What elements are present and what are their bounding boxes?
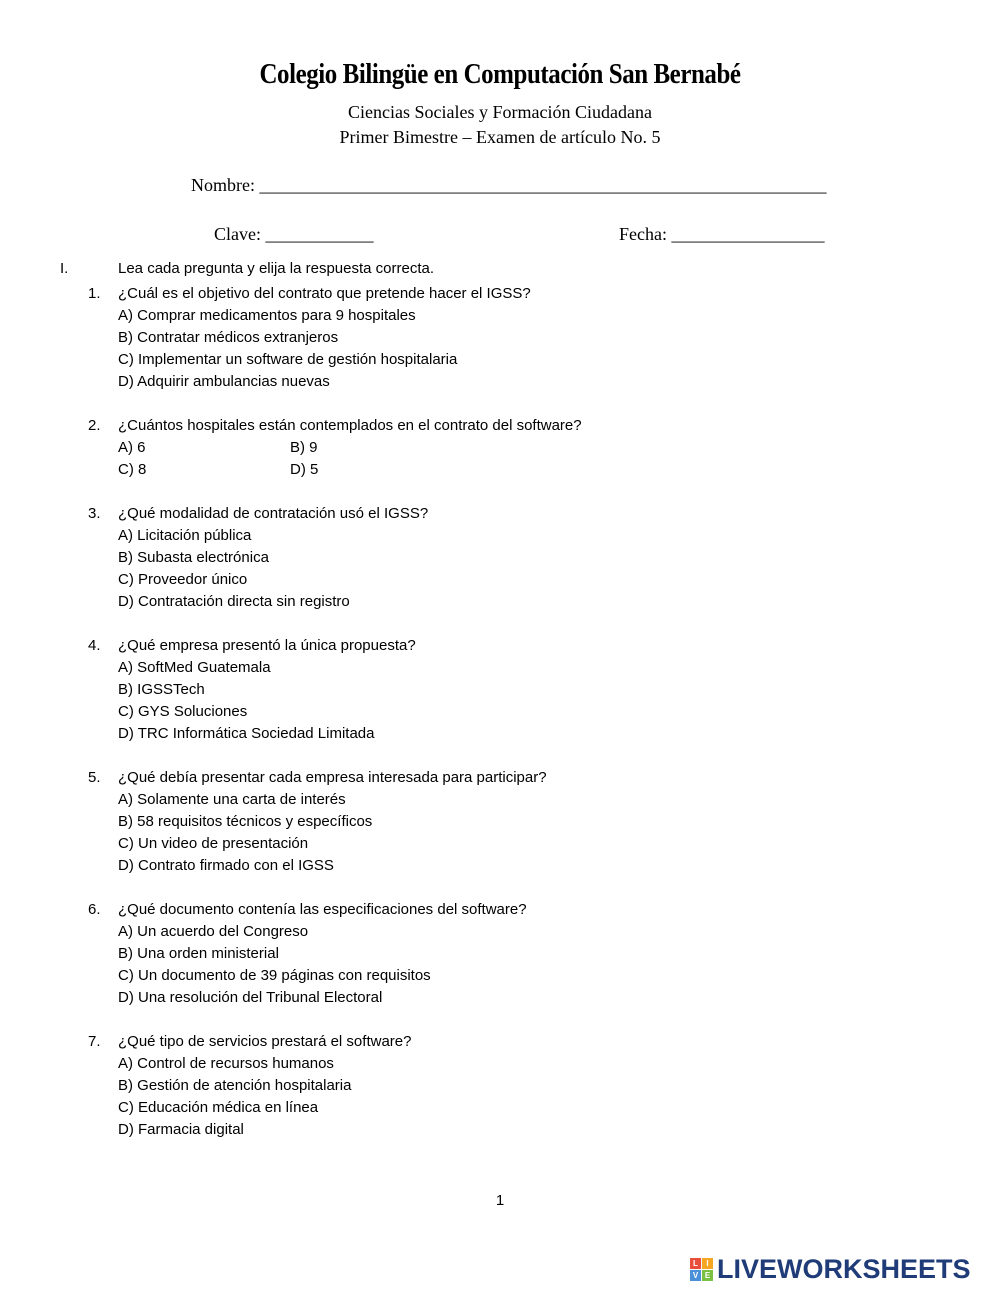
question-text: ¿Qué empresa presentó la única propuesta? bbox=[118, 637, 416, 654]
answer-option[interactable]: D) TRC Informática Sociedad Limitada bbox=[118, 725, 375, 742]
question-text: ¿Cuál es el objetivo del contrato que pretende hacer el IGSS? bbox=[118, 285, 531, 302]
answer-option[interactable]: A) Un acuerdo del Congreso bbox=[118, 923, 309, 940]
answer-option[interactable]: A) Comprar medicamentos para 9 hospitales bbox=[118, 307, 416, 324]
question-number: 6. bbox=[88, 901, 101, 918]
question-text: ¿Qué debía presentar cada empresa interesada para participar? bbox=[118, 769, 547, 786]
logo-tile: I bbox=[702, 1258, 713, 1269]
answer-option[interactable]: A) SoftMed Guatemala bbox=[118, 659, 271, 676]
answer-option[interactable]: A) Licitación pública bbox=[118, 527, 252, 544]
question-list bbox=[0, 283, 1000, 1163]
school-name: Colegio Bilingüe en Computación San Bernabé bbox=[259, 58, 741, 90]
question-number: 5. bbox=[88, 769, 101, 786]
liveworksheets-logo-icon bbox=[690, 1258, 713, 1281]
answer-option[interactable]: B) IGSSTech bbox=[118, 681, 205, 698]
question-3 bbox=[0, 503, 1000, 613]
answer-option[interactable]: C) Un video de presentación bbox=[118, 835, 309, 852]
section-number: I. bbox=[60, 260, 69, 277]
answer-option[interactable]: B) Gestión de atención hospitalaria bbox=[118, 1077, 352, 1094]
question-4 bbox=[0, 635, 1000, 745]
question-text: ¿Qué documento contenía las especificaciones del software? bbox=[118, 901, 527, 918]
question-text: ¿Cuántos hospitales están contemplados en el contrato del software? bbox=[118, 417, 582, 434]
question-2 bbox=[0, 415, 1000, 481]
answer-option[interactable]: D) Una resolución del Tribunal Electoral bbox=[118, 989, 383, 1006]
question-number: 1. bbox=[88, 285, 101, 302]
answer-option[interactable]: D) Contratación directa sin registro bbox=[118, 593, 350, 610]
question-7 bbox=[0, 1031, 1000, 1141]
answer-option[interactable]: B) Subasta electrónica bbox=[118, 549, 269, 566]
liveworksheets-logo bbox=[690, 1254, 971, 1285]
question-number: 2. bbox=[88, 417, 101, 434]
logo-tile: L bbox=[690, 1258, 701, 1269]
answer-option[interactable]: C) Educación médica en línea bbox=[118, 1099, 319, 1116]
answer-option[interactable]: A) Solamente una carta de interés bbox=[118, 791, 346, 808]
key-field[interactable]: Clave: ____________ bbox=[214, 224, 374, 244]
section-instruction: Lea cada pregunta y elija la respuesta correcta. bbox=[118, 260, 435, 277]
question-text: ¿Qué modalidad de contratación usó el IGSS? bbox=[118, 505, 429, 522]
name-field[interactable]: Nombre: _______________________________________________________________ bbox=[191, 175, 827, 195]
answer-option[interactable]: B) 58 requisitos técnicos y específicos bbox=[118, 813, 373, 830]
question-5 bbox=[0, 767, 1000, 877]
answer-option[interactable]: C) 8 bbox=[118, 461, 147, 478]
question-number: 4. bbox=[88, 637, 101, 654]
answer-option[interactable]: B) 9 bbox=[290, 439, 318, 456]
answer-option[interactable]: C) Un documento de 39 páginas con requisitos bbox=[118, 967, 431, 984]
logo-tile: V bbox=[690, 1270, 701, 1281]
answer-option[interactable]: D) Contrato firmado con el IGSS bbox=[118, 857, 334, 874]
exam-title: Primer Bimestre – Examen de artículo No. 5 bbox=[339, 127, 661, 147]
page-number: 1 bbox=[495, 1192, 505, 1209]
answer-option[interactable]: C) Proveedor único bbox=[118, 571, 248, 588]
logo-tile: E bbox=[702, 1270, 713, 1281]
question-1 bbox=[0, 283, 1000, 393]
answer-option[interactable]: B) Contratar médicos extranjeros bbox=[118, 329, 339, 346]
subject-title: Ciencias Sociales y Formación Ciudadana bbox=[348, 102, 652, 122]
brand-name: LIVEWORKSHEETS bbox=[717, 1254, 971, 1284]
answer-option[interactable]: D) Adquirir ambulancias nuevas bbox=[118, 373, 330, 390]
answer-option[interactable]: A) 6 bbox=[118, 439, 146, 456]
question-text: ¿Qué tipo de servicios prestará el software? bbox=[118, 1033, 412, 1050]
answer-option[interactable]: C) Implementar un software de gestión hospitalaria bbox=[118, 351, 458, 368]
date-field[interactable]: Fecha: _________________ bbox=[619, 224, 825, 244]
question-number: 3. bbox=[88, 505, 101, 522]
answer-option[interactable]: C) GYS Soluciones bbox=[118, 703, 248, 720]
answer-option[interactable]: D) 5 bbox=[290, 461, 319, 478]
question-6 bbox=[0, 899, 1000, 1009]
answer-option[interactable]: D) Farmacia digital bbox=[118, 1121, 244, 1138]
answer-option[interactable]: A) Control de recursos humanos bbox=[118, 1055, 334, 1072]
question-number: 7. bbox=[88, 1033, 101, 1050]
answer-option[interactable]: B) Una orden ministerial bbox=[118, 945, 279, 962]
